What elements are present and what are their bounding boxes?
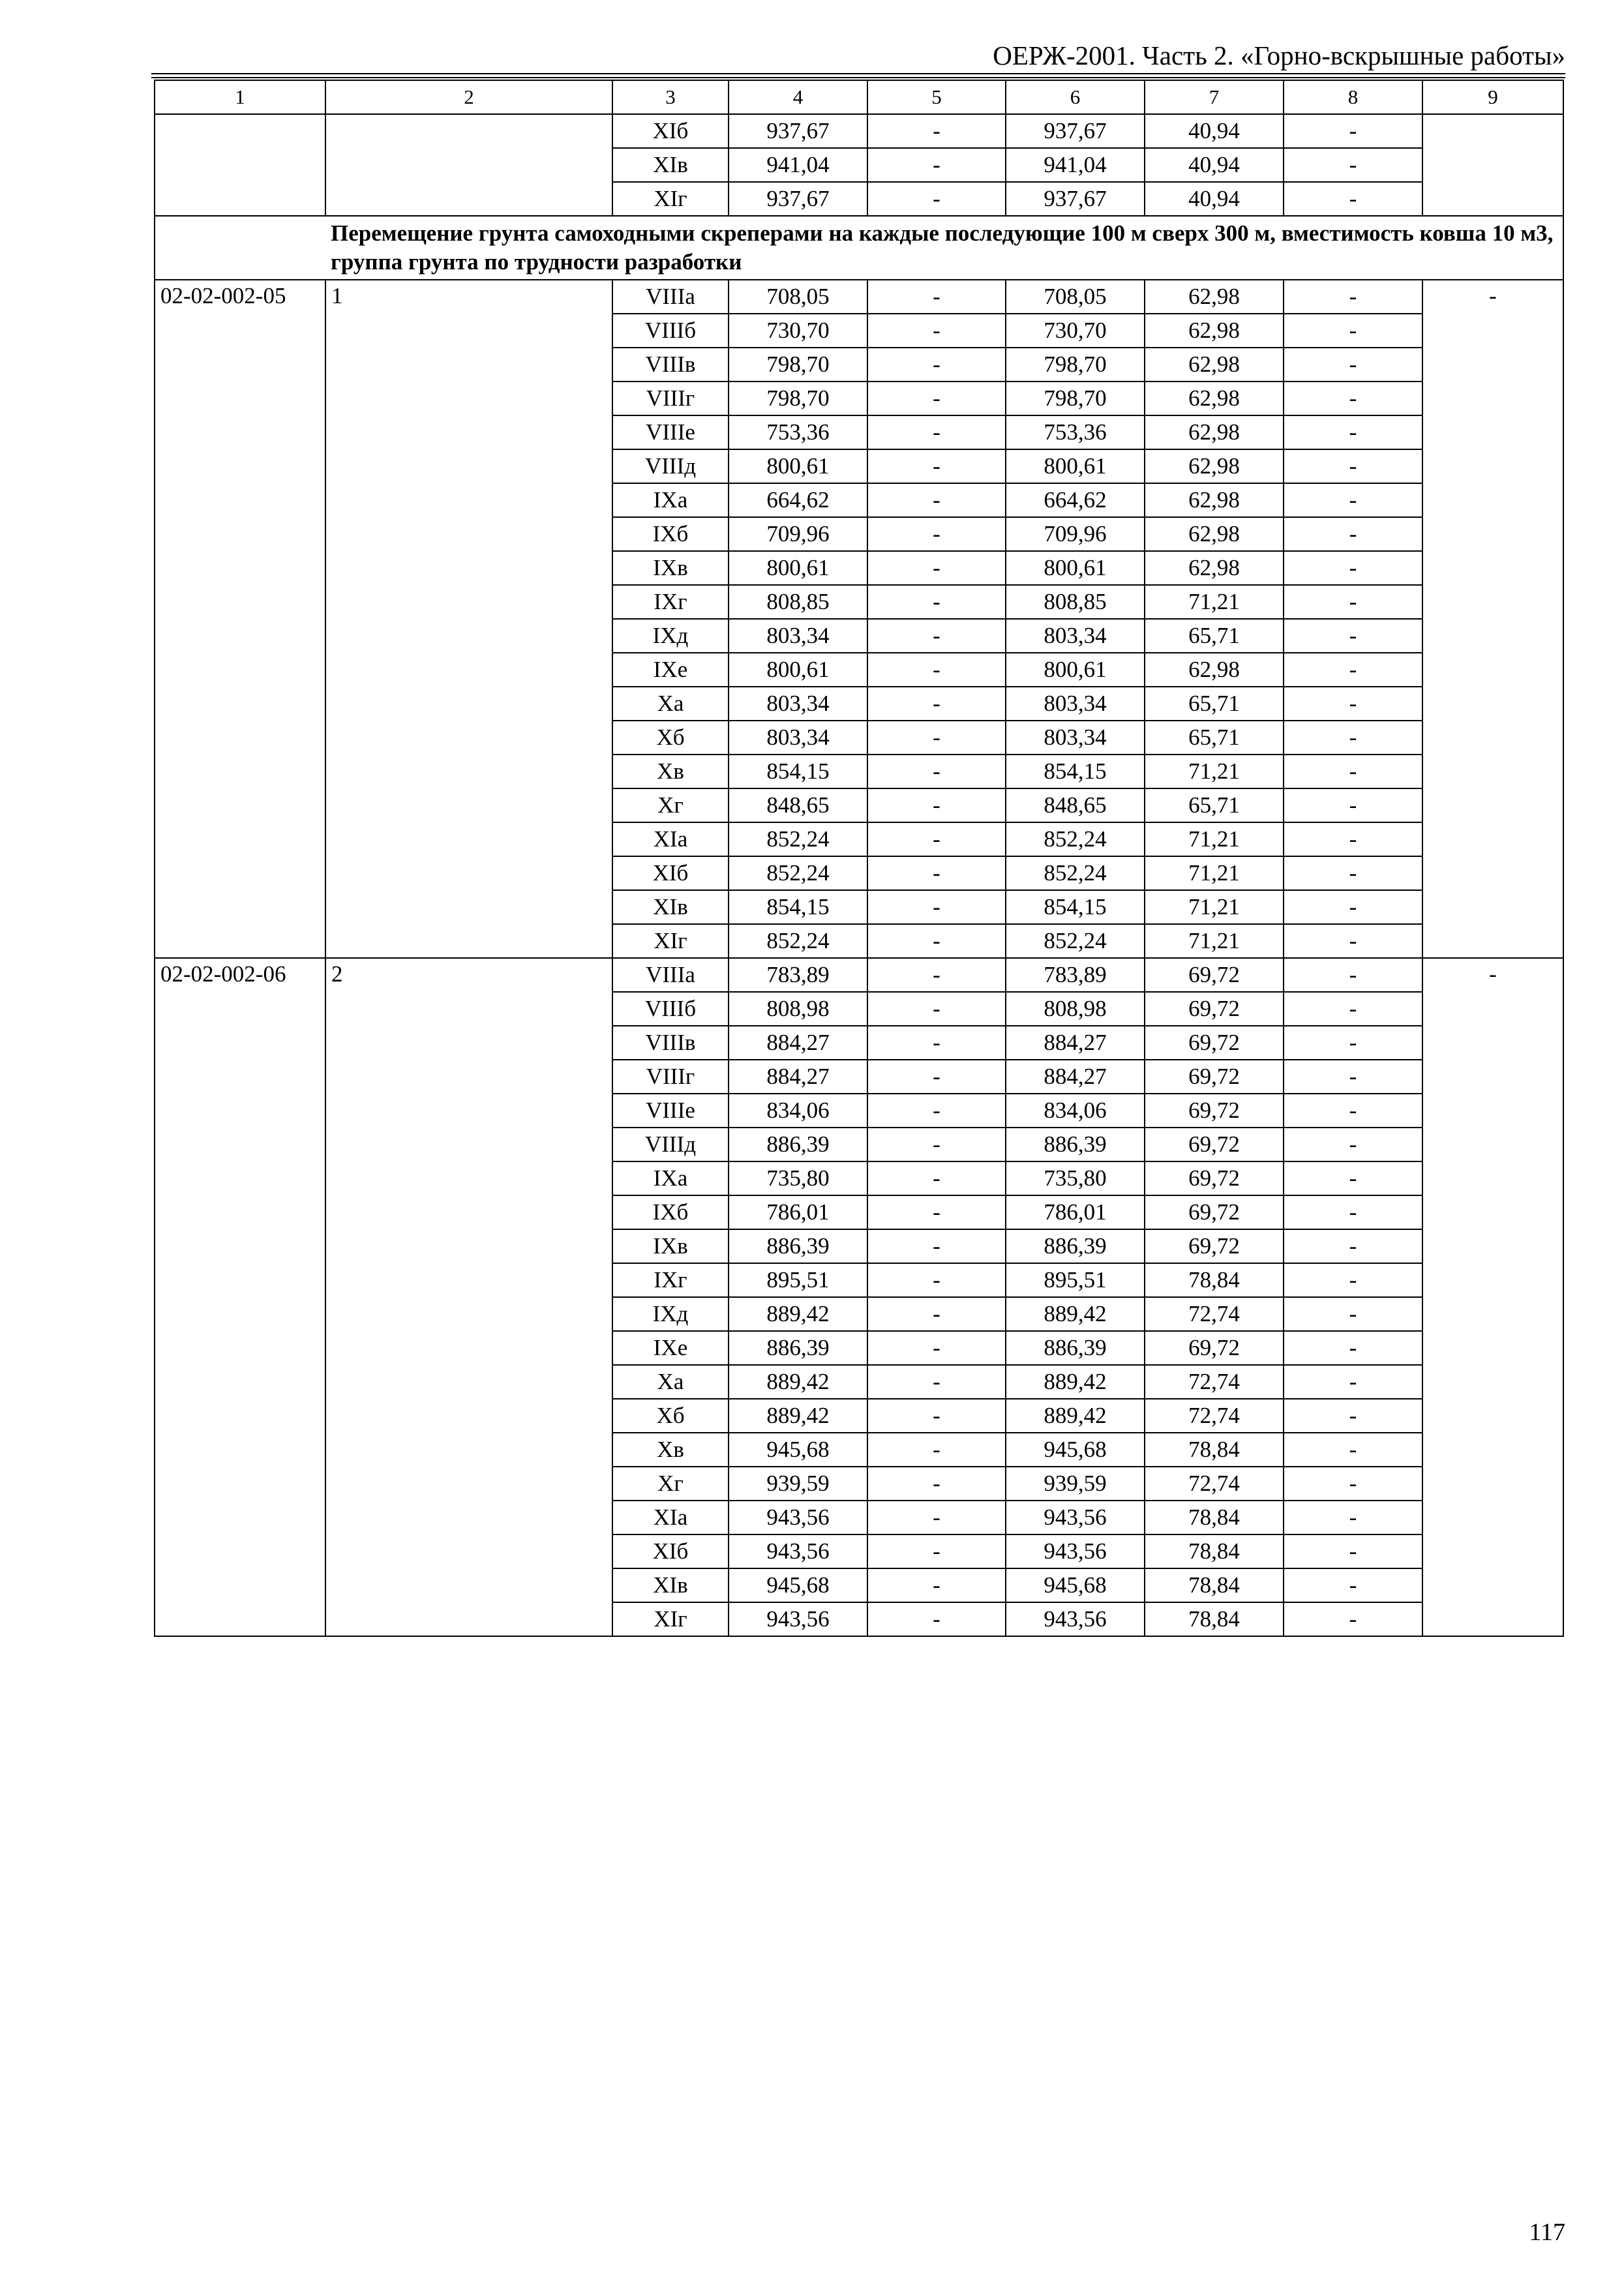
group-cell: IXг [612, 585, 729, 619]
column-number-cell: 5 [867, 80, 1006, 114]
group-cell: XIг [612, 182, 729, 216]
value-cell: - [867, 1094, 1006, 1128]
value-cell: - [1284, 890, 1422, 924]
value-cell: - [867, 822, 1006, 856]
group-cell: Xа [612, 1365, 729, 1399]
value-cell: 72,74 [1145, 1399, 1284, 1433]
name-cell: 2 [325, 958, 612, 1636]
value-cell: 945,68 [729, 1433, 867, 1467]
value-cell: 889,42 [1006, 1365, 1145, 1399]
value-cell: 69,72 [1145, 958, 1284, 992]
value-cell: 943,56 [1006, 1602, 1145, 1636]
value-cell: 40,94 [1145, 148, 1284, 182]
value-cell: 886,39 [1006, 1229, 1145, 1263]
value-cell: 884,27 [729, 1060, 867, 1094]
value-cell: 889,42 [729, 1297, 867, 1331]
value-cell: 708,05 [729, 280, 867, 314]
group-cell: XIб [612, 114, 729, 148]
group-cell: VIIIг [612, 1060, 729, 1094]
value-cell: 62,98 [1145, 280, 1284, 314]
value-cell: - [1284, 415, 1422, 449]
value-cell: 884,27 [1006, 1026, 1145, 1060]
value-cell: - [1284, 182, 1422, 216]
value-cell: 709,96 [729, 517, 867, 551]
value-cell: - [867, 1229, 1006, 1263]
value-cell: - [867, 1433, 1006, 1467]
value-cell: 798,70 [729, 348, 867, 382]
value-cell: - [867, 148, 1006, 182]
page-number: 117 [1529, 2219, 1565, 2246]
value-cell: 808,85 [1006, 585, 1145, 619]
value-cell: - [867, 1026, 1006, 1060]
group-cell: Xв [612, 755, 729, 788]
value-cell: 886,39 [1006, 1128, 1145, 1161]
value-cell: - [1284, 585, 1422, 619]
value-cell: 40,94 [1145, 182, 1284, 216]
value-cell: - [867, 114, 1006, 148]
value-cell: 854,15 [729, 755, 867, 788]
group-cell: XIб [612, 856, 729, 890]
value-cell: 71,21 [1145, 924, 1284, 958]
value-cell: 62,98 [1145, 415, 1284, 449]
value-cell: 889,42 [729, 1399, 867, 1433]
value-cell: - [1284, 348, 1422, 382]
header-rule [151, 77, 1565, 78]
value-cell: 78,84 [1145, 1602, 1284, 1636]
value-cell: - [1284, 1263, 1422, 1297]
value-cell: 884,27 [729, 1026, 867, 1060]
value-cell: 834,06 [1006, 1094, 1145, 1128]
value-cell: 786,01 [1006, 1195, 1145, 1229]
value-cell: 854,15 [1006, 890, 1145, 924]
group-cell: VIIIе [612, 415, 729, 449]
value-cell: 71,21 [1145, 822, 1284, 856]
value-cell: 886,39 [729, 1128, 867, 1161]
value-cell: 803,34 [1006, 687, 1145, 721]
value-cell: 664,62 [729, 483, 867, 517]
value-cell: - [867, 1399, 1006, 1433]
value-cell: 62,98 [1145, 449, 1284, 483]
group-cell: VIIIб [612, 992, 729, 1026]
value-cell: 937,67 [729, 182, 867, 216]
value-cell: - [1284, 1331, 1422, 1365]
value-cell: - [1284, 687, 1422, 721]
value-cell: 69,72 [1145, 1060, 1284, 1094]
note-cell [1422, 114, 1563, 216]
group-cell: Xг [612, 788, 729, 822]
value-cell: - [867, 1568, 1006, 1602]
value-cell: 735,80 [1006, 1161, 1145, 1195]
value-cell: 945,68 [1006, 1568, 1145, 1602]
value-cell: 40,94 [1145, 114, 1284, 148]
value-cell: - [1284, 551, 1422, 585]
table-row [155, 114, 1563, 148]
value-cell: - [867, 415, 1006, 449]
group-cell: XIг [612, 1602, 729, 1636]
value-cell: 69,72 [1145, 1331, 1284, 1365]
column-number-cell: 7 [1145, 80, 1284, 114]
value-cell: 852,24 [1006, 856, 1145, 890]
value-cell: 78,84 [1145, 1501, 1284, 1534]
value-cell: - [1284, 958, 1422, 992]
value-cell: 62,98 [1145, 653, 1284, 687]
value-cell: - [1284, 1060, 1422, 1094]
value-cell: - [1284, 1568, 1422, 1602]
column-number-cell: 2 [325, 80, 612, 114]
value-cell: - [1284, 280, 1422, 314]
value-cell: 945,68 [729, 1568, 867, 1602]
value-cell: 69,72 [1145, 1094, 1284, 1128]
group-cell: VIIIв [612, 348, 729, 382]
column-number-cell: 1 [155, 80, 325, 114]
table-row [155, 280, 1563, 314]
group-cell: IXб [612, 517, 729, 551]
column-number-cell: 3 [612, 80, 729, 114]
group-cell: IXв [612, 1229, 729, 1263]
value-cell: - [1284, 1399, 1422, 1433]
header-rule [151, 73, 1565, 74]
value-cell: - [1284, 382, 1422, 415]
value-cell: 65,71 [1145, 619, 1284, 653]
value-cell: - [867, 1501, 1006, 1534]
value-cell: - [1284, 1229, 1422, 1263]
value-cell: - [1284, 653, 1422, 687]
group-cell: IXе [612, 653, 729, 687]
value-cell: - [1284, 1365, 1422, 1399]
value-cell: 62,98 [1145, 551, 1284, 585]
value-cell: 753,36 [729, 415, 867, 449]
name-cell [325, 114, 612, 216]
value-cell: - [867, 585, 1006, 619]
value-cell: 800,61 [1006, 653, 1145, 687]
section-caption-row [155, 216, 1563, 280]
value-cell: 943,56 [1006, 1534, 1145, 1568]
value-cell: - [1284, 1161, 1422, 1195]
value-cell: - [1284, 924, 1422, 958]
value-cell: 730,70 [729, 314, 867, 348]
value-cell: - [1284, 992, 1422, 1026]
value-cell: - [867, 382, 1006, 415]
value-cell: 808,85 [729, 585, 867, 619]
value-cell: 71,21 [1145, 890, 1284, 924]
value-cell: 848,65 [1006, 788, 1145, 822]
value-cell: 895,51 [729, 1263, 867, 1297]
value-cell: 708,05 [1006, 280, 1145, 314]
value-cell: 800,61 [1006, 551, 1145, 585]
value-cell: - [1284, 788, 1422, 822]
value-cell: - [867, 1161, 1006, 1195]
value-cell: 798,70 [1006, 348, 1145, 382]
value-cell: 939,59 [729, 1467, 867, 1501]
value-cell: - [867, 856, 1006, 890]
value-cell: 889,42 [729, 1365, 867, 1399]
value-cell: - [1284, 1467, 1422, 1501]
group-cell: IXб [612, 1195, 729, 1229]
value-cell: - [867, 1602, 1006, 1636]
value-cell: - [867, 721, 1006, 755]
value-cell: 69,72 [1145, 1161, 1284, 1195]
value-cell: 78,84 [1145, 1263, 1284, 1297]
value-cell: 78,84 [1145, 1534, 1284, 1568]
value-cell: - [867, 958, 1006, 992]
value-cell: 852,24 [729, 822, 867, 856]
value-cell: 943,56 [729, 1602, 867, 1636]
value-cell: - [1284, 1195, 1422, 1229]
column-number-row [155, 80, 1563, 114]
value-cell: 941,04 [1006, 148, 1145, 182]
value-cell: 664,62 [1006, 483, 1145, 517]
value-cell: 943,56 [729, 1501, 867, 1534]
value-cell: 783,89 [729, 958, 867, 992]
value-cell: 798,70 [729, 382, 867, 415]
value-cell: 895,51 [1006, 1263, 1145, 1297]
value-cell: - [867, 1060, 1006, 1094]
value-cell: - [1284, 721, 1422, 755]
value-cell: 783,89 [1006, 958, 1145, 992]
group-cell: XIб [612, 1534, 729, 1568]
value-cell: - [1284, 1297, 1422, 1331]
value-cell: 71,21 [1145, 585, 1284, 619]
value-cell: 800,61 [1006, 449, 1145, 483]
value-cell: 886,39 [729, 1331, 867, 1365]
value-cell: - [1284, 1534, 1422, 1568]
value-cell: - [867, 1534, 1006, 1568]
rate-table [154, 80, 1564, 1637]
value-cell: - [1284, 483, 1422, 517]
value-cell: 78,84 [1145, 1433, 1284, 1467]
group-cell: IXд [612, 1297, 729, 1331]
value-cell: - [867, 890, 1006, 924]
group-cell: VIIIд [612, 449, 729, 483]
value-cell: - [867, 280, 1006, 314]
group-cell: IXв [612, 551, 729, 585]
value-cell: - [1284, 1501, 1422, 1534]
value-cell: 808,98 [1006, 992, 1145, 1026]
column-number-cell: 8 [1284, 80, 1422, 114]
value-cell: - [1284, 1026, 1422, 1060]
code-cell: 02-02-002-06 [155, 958, 325, 1636]
value-cell: 786,01 [729, 1195, 867, 1229]
running-header: ОЕРЖ-2001. Часть 2. «Горно-вскрышные работы» [993, 40, 1565, 70]
value-cell: 803,34 [1006, 721, 1145, 755]
group-cell: Xб [612, 1399, 729, 1433]
value-cell: 72,74 [1145, 1297, 1284, 1331]
value-cell: - [867, 619, 1006, 653]
value-cell: - [867, 924, 1006, 958]
code-cell: 02-02-002-05 [155, 280, 325, 958]
value-cell: - [867, 788, 1006, 822]
group-cell: IXе [612, 1331, 729, 1365]
value-cell: - [867, 517, 1006, 551]
value-cell: 808,98 [729, 992, 867, 1026]
value-cell: - [867, 449, 1006, 483]
value-cell: 69,72 [1145, 992, 1284, 1026]
value-cell: 62,98 [1145, 483, 1284, 517]
value-cell: 709,96 [1006, 517, 1145, 551]
value-cell: 78,84 [1145, 1568, 1284, 1602]
value-cell: 803,34 [729, 687, 867, 721]
group-cell: IXа [612, 1161, 729, 1195]
value-cell: - [1284, 1094, 1422, 1128]
value-cell: - [867, 1263, 1006, 1297]
value-cell: - [867, 1297, 1006, 1331]
value-cell: 852,24 [1006, 924, 1145, 958]
value-cell: 886,39 [1006, 1331, 1145, 1365]
group-cell: VIIIа [612, 280, 729, 314]
group-cell: XIа [612, 822, 729, 856]
table-body [155, 80, 1563, 1636]
table-row [155, 958, 1563, 992]
group-cell: VIIIа [612, 958, 729, 992]
group-cell: Xа [612, 687, 729, 721]
value-cell: 889,42 [1006, 1399, 1145, 1433]
value-cell: 803,34 [729, 619, 867, 653]
value-cell: 854,15 [729, 890, 867, 924]
value-cell: - [867, 348, 1006, 382]
value-cell: 884,27 [1006, 1060, 1145, 1094]
value-cell: - [1284, 1433, 1422, 1467]
value-cell: 941,04 [729, 148, 867, 182]
value-cell: 72,74 [1145, 1365, 1284, 1399]
value-cell: 937,67 [729, 114, 867, 148]
value-cell: 937,67 [1006, 114, 1145, 148]
group-cell: VIIIд [612, 1128, 729, 1161]
value-cell: 800,61 [729, 653, 867, 687]
value-cell: 943,56 [1006, 1501, 1145, 1534]
value-cell: - [867, 687, 1006, 721]
value-cell: 69,72 [1145, 1026, 1284, 1060]
value-cell: 848,65 [729, 788, 867, 822]
caption-spacer-cell [155, 216, 325, 280]
value-cell: 798,70 [1006, 382, 1145, 415]
value-cell: 65,71 [1145, 721, 1284, 755]
value-cell: - [867, 314, 1006, 348]
value-cell: 803,34 [729, 721, 867, 755]
value-cell: 937,67 [1006, 182, 1145, 216]
value-cell: - [867, 483, 1006, 517]
value-cell: 69,72 [1145, 1229, 1284, 1263]
value-cell: 62,98 [1145, 314, 1284, 348]
note-cell: - [1422, 280, 1563, 958]
group-cell: VIIIг [612, 382, 729, 415]
value-cell: - [867, 551, 1006, 585]
value-cell: 852,24 [729, 856, 867, 890]
value-cell: 62,98 [1145, 348, 1284, 382]
value-cell: - [867, 182, 1006, 216]
value-cell: 800,61 [729, 551, 867, 585]
value-cell: - [1284, 755, 1422, 788]
value-cell: 889,42 [1006, 1297, 1145, 1331]
value-cell: 939,59 [1006, 1467, 1145, 1501]
value-cell: 800,61 [729, 449, 867, 483]
name-cell: 1 [325, 280, 612, 958]
value-cell: - [1284, 856, 1422, 890]
value-cell: 852,24 [1006, 822, 1145, 856]
value-cell: 65,71 [1145, 687, 1284, 721]
group-cell: Xв [612, 1433, 729, 1467]
group-cell: IXд [612, 619, 729, 653]
value-cell: 71,21 [1145, 755, 1284, 788]
value-cell: - [1284, 1602, 1422, 1636]
group-cell: Xб [612, 721, 729, 755]
column-number-cell: 9 [1422, 80, 1563, 114]
group-cell: VIIIб [612, 314, 729, 348]
group-cell: XIв [612, 148, 729, 182]
value-cell: 735,80 [729, 1161, 867, 1195]
value-cell: 65,71 [1145, 788, 1284, 822]
value-cell: 943,56 [729, 1534, 867, 1568]
group-cell: XIв [612, 890, 729, 924]
value-cell: 834,06 [729, 1094, 867, 1128]
note-cell: - [1422, 958, 1563, 1636]
value-cell: - [867, 1331, 1006, 1365]
value-cell: 69,72 [1145, 1128, 1284, 1161]
group-cell: VIIIв [612, 1026, 729, 1060]
value-cell: 62,98 [1145, 517, 1284, 551]
group-cell: XIг [612, 924, 729, 958]
column-number-cell: 4 [729, 80, 867, 114]
value-cell: - [867, 1365, 1006, 1399]
value-cell: - [867, 1128, 1006, 1161]
section-caption: Перемещение грунта самоходными скреперами на каждые последующие 100 м сверх 300 м, вместимость ковша 10 м3, группа грунта по трудности разработки [325, 216, 1563, 280]
value-cell: 854,15 [1006, 755, 1145, 788]
value-cell: 886,39 [729, 1229, 867, 1263]
value-cell: 72,74 [1145, 1467, 1284, 1501]
value-cell: 730,70 [1006, 314, 1145, 348]
column-number-cell: 6 [1006, 80, 1145, 114]
value-cell: - [1284, 114, 1422, 148]
value-cell: - [1284, 314, 1422, 348]
value-cell: - [867, 992, 1006, 1026]
code-cell [155, 114, 325, 216]
value-cell: - [1284, 148, 1422, 182]
group-cell: IXг [612, 1263, 729, 1297]
value-cell: - [1284, 1128, 1422, 1161]
value-cell: 62,98 [1145, 382, 1284, 415]
value-cell: 69,72 [1145, 1195, 1284, 1229]
group-cell: XIа [612, 1501, 729, 1534]
value-cell: 803,34 [1006, 619, 1145, 653]
group-cell: Xг [612, 1467, 729, 1501]
value-cell: - [867, 1195, 1006, 1229]
value-cell: - [867, 1467, 1006, 1501]
value-cell: - [1284, 619, 1422, 653]
value-cell: 753,36 [1006, 415, 1145, 449]
group-cell: XIв [612, 1568, 729, 1602]
value-cell: 852,24 [729, 924, 867, 958]
value-cell: - [1284, 449, 1422, 483]
value-cell: - [1284, 822, 1422, 856]
group-cell: IXа [612, 483, 729, 517]
value-cell: - [867, 653, 1006, 687]
value-cell: - [867, 755, 1006, 788]
group-cell: VIIIе [612, 1094, 729, 1128]
value-cell: 945,68 [1006, 1433, 1145, 1467]
value-cell: 71,21 [1145, 856, 1284, 890]
value-cell: - [1284, 517, 1422, 551]
